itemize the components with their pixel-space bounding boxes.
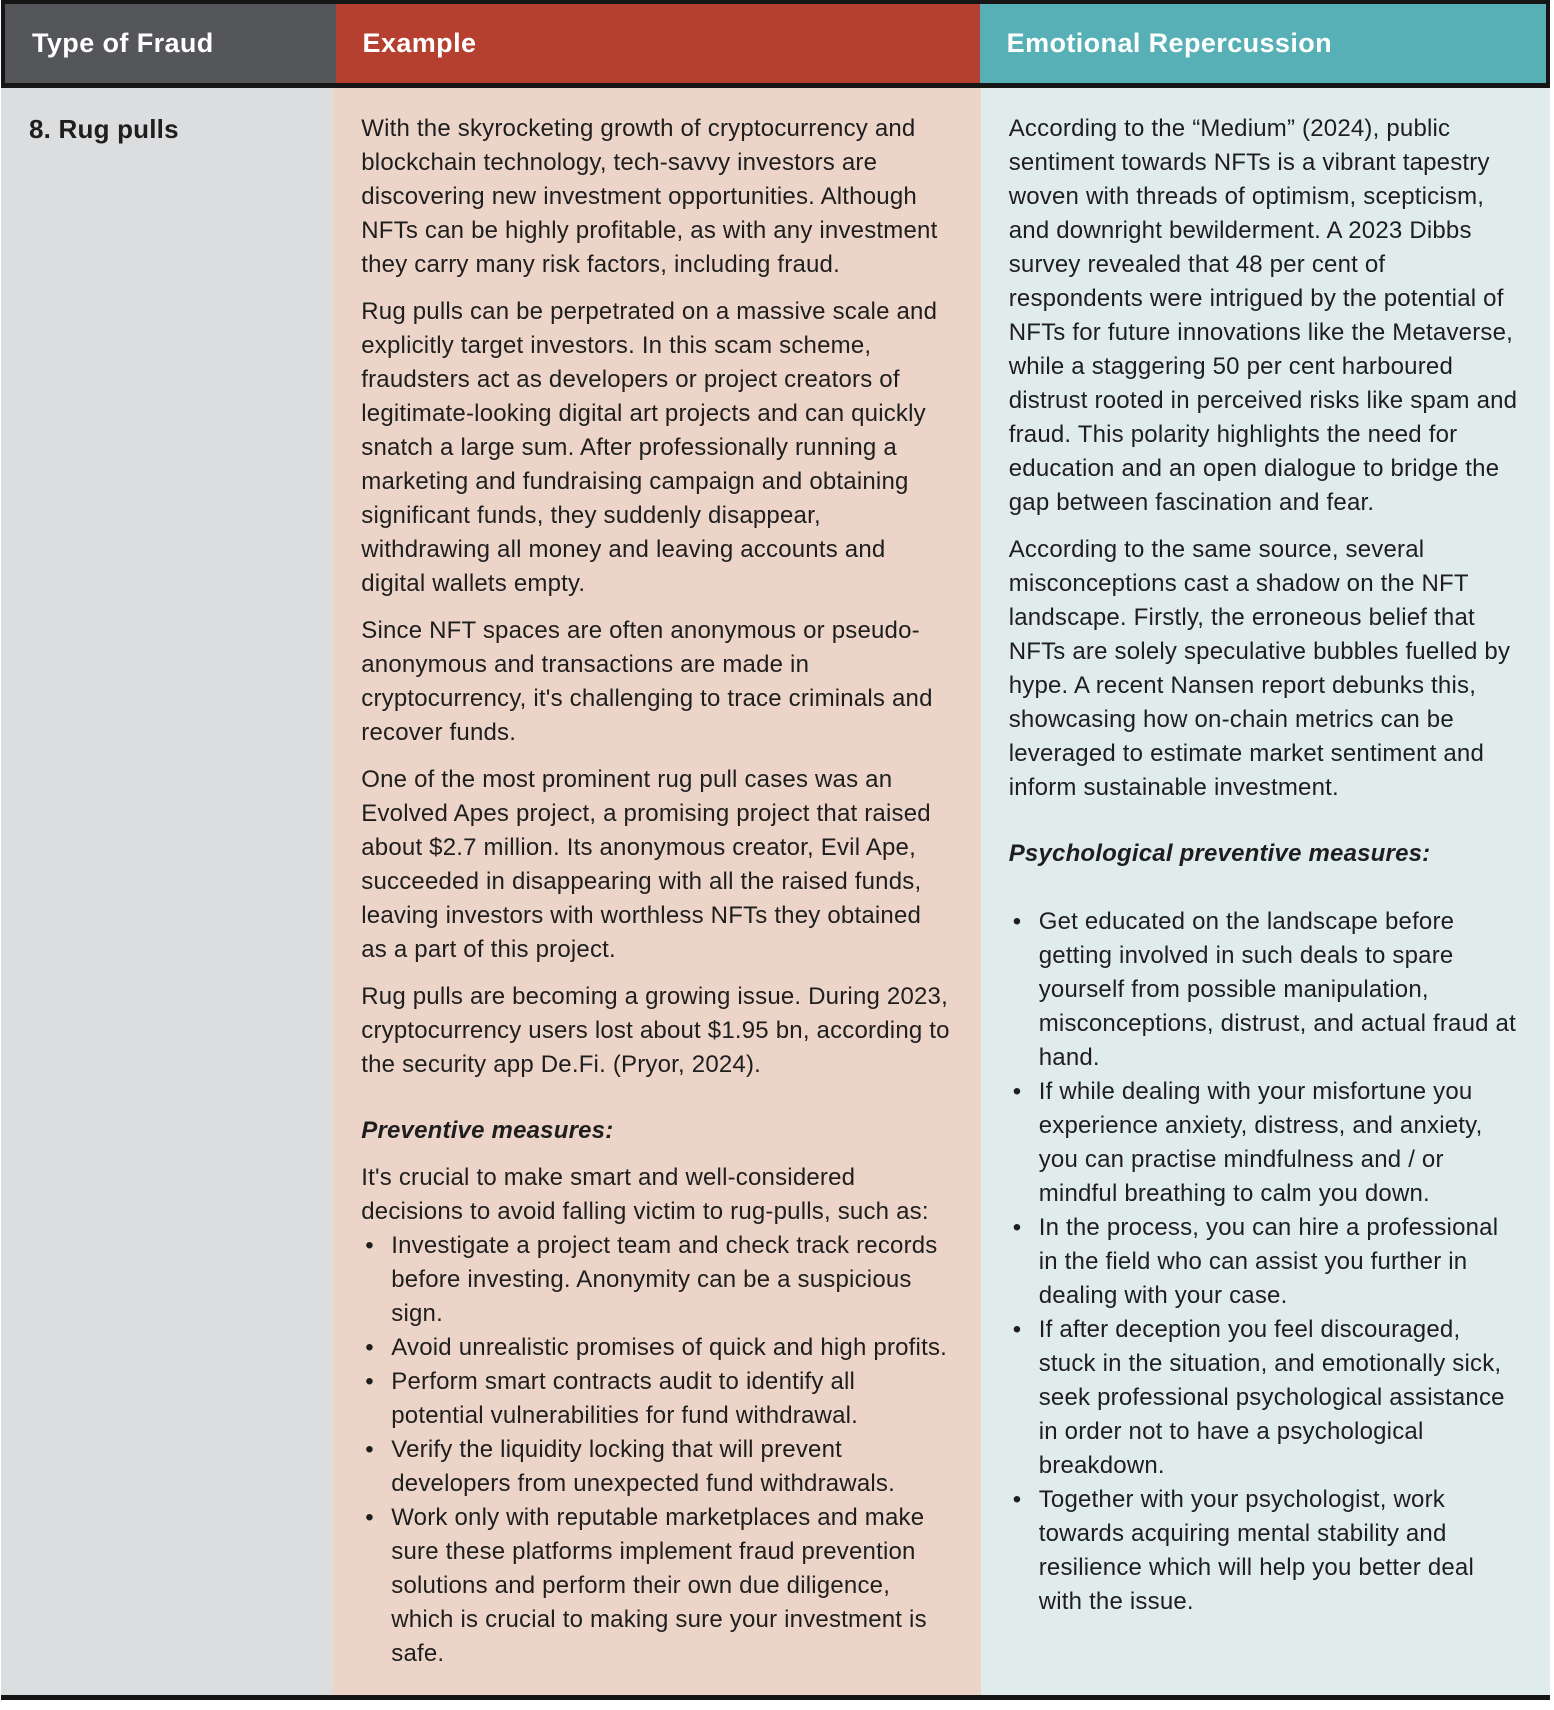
- emotional-paragraph-1: According to the “Medium” (2024), public sentiment towards NFTs is a vibrant tapestry woven with threads of optimism, scepticism, and downright bewilderment. A 2023 Dibbs survey revealed that 48 per cent of respondents were intrigued by the potential of NFTs for future innovations like the Metaverse, while a staggering 50 per cent harboured distrust rooted in perceived risks like spam and fraud. This polarity highlights the need for education and an open dialogue to bridge the gap between fascination and fear.: [1008, 115, 1518, 516]
- fraud-type-label: 8. Rug pulls: [29, 114, 179, 144]
- bullet-item: • If while dealing with your misfortune you experience anxiety, distress, and anxiety, you can practise mindfulness and / or mindful breathing to calm you down.: [1009, 1075, 1522, 1211]
- bullet-item: • In the process, you can hire a professional in the field who can assist you further in dealing with your case.: [1009, 1211, 1522, 1313]
- emotional-repercussion-cell: [981, 88, 1550, 1695]
- bullet-item: • Together with your psychologist, work towards acquiring mental stability and resilience which will help you better deal with the issue.: [1009, 1483, 1522, 1619]
- example-paragraph-2: Rug pulls can be perpetrated on a massive scale and explicitly target investors. In this scam scheme, fraudsters act as developers or project creators of legitimate-looking digital art projects and can quickly snatch a large sum. After professionally running a marketing and fundraising campaign and obtaining significant funds, they suddenly disappear, withdrawing all money and leaving accounts and digital wallets empty.: [361, 298, 938, 597]
- fraud-type-cell: [1, 88, 333, 1695]
- header-label-example: Example: [362, 28, 477, 58]
- preventive-measures-heading: Preventive measures:: [361, 1117, 614, 1144]
- bullet-item: • Perform smart contracts audit to identify all potential vulnerabilities for fund withdrawal.: [361, 1365, 952, 1433]
- header-cell-type-of-fraud: [5, 4, 336, 83]
- bullet-item: • If after deception you feel discouraged, stuck in the situation, and emotionally sick, seek professional psychological assistance in order not to have a psychological breakdown.: [1009, 1313, 1522, 1483]
- example-paragraph-3: Since NFT spaces are often anonymous or pseudo-anonymous and transactions are made in cryptocurrency, it's challenging to trace criminals and recover funds.: [361, 617, 933, 746]
- preventive-measures-list: [361, 1229, 952, 1671]
- bullet-item: • Avoid unrealistic promises of quick and high profits.: [361, 1331, 952, 1365]
- table-body-row: [1, 88, 1550, 1700]
- header-label-emotional-repercussion: Emotional Repercussion: [1006, 28, 1333, 58]
- bullet-item: • Get educated on the landscape before getting involved in such deals to spare yourself from possible manipulation, misconceptions, distrust, and actual fraud at hand.: [1009, 905, 1522, 1075]
- psychological-measures-list: [1009, 905, 1522, 1619]
- header-cell-example: [336, 4, 980, 83]
- fraud-comparison-table: [1, 0, 1550, 1700]
- example-cell: [333, 88, 980, 1695]
- example-paragraph-1: With the skyrocketing growth of cryptocurrency and blockchain technology, tech-savvy investors are discovering new investment opportunities. Although NFTs can be highly profitable, as with any investment they carry many risk factors, including fraud.: [361, 115, 938, 278]
- preventive-measures-intro: It's crucial to make smart and well-considered decisions to avoid falling victim to rug-pulls, such as:: [361, 1164, 929, 1225]
- example-paragraph-4: One of the most prominent rug pull cases was an Evolved Apes project, a promising project that raised about $2.7 million. Its anonymous creator, Evil Ape, succeeded in disappearing with all the raised funds, leaving investors with worthless NFTs they obtained as a part of this project.: [361, 766, 931, 963]
- emotional-paragraph-2: According to the same source, several misconceptions cast a shadow on the NFT landscape. Firstly, the erroneous belief that NFTs are solely speculative bubbles fuelled by hype. A recent Nansen report debunks this, showcasing how on-chain metrics can be leveraged to estimate market sentiment and inform sustainable investment.: [1008, 536, 1511, 801]
- table-header-row: [1, 0, 1550, 88]
- bullet-item: • Investigate a project team and check track records before investing. Anonymity can be a suspicious sign.: [361, 1229, 952, 1331]
- header-label-type-of-fraud: Type of Fraud: [32, 28, 214, 58]
- bullet-item: • Verify the liquidity locking that will prevent developers from unexpected fund withdrawals.: [361, 1433, 952, 1501]
- psychological-measures-heading: Psychological preventive measures:: [1008, 840, 1431, 867]
- example-paragraph-5: Rug pulls are becoming a growing issue. During 2023, cryptocurrency users lost about $1.95 bn, according to the security app De.Fi. (Pryor, 2024).: [361, 983, 950, 1078]
- header-cell-emotional-repercussion: [980, 4, 1546, 83]
- bullet-item: • Work only with reputable marketplaces and make sure these platforms implement fraud prevention solutions and perform their own due diligence, which is crucial to making sure your investment is safe.: [361, 1501, 952, 1671]
